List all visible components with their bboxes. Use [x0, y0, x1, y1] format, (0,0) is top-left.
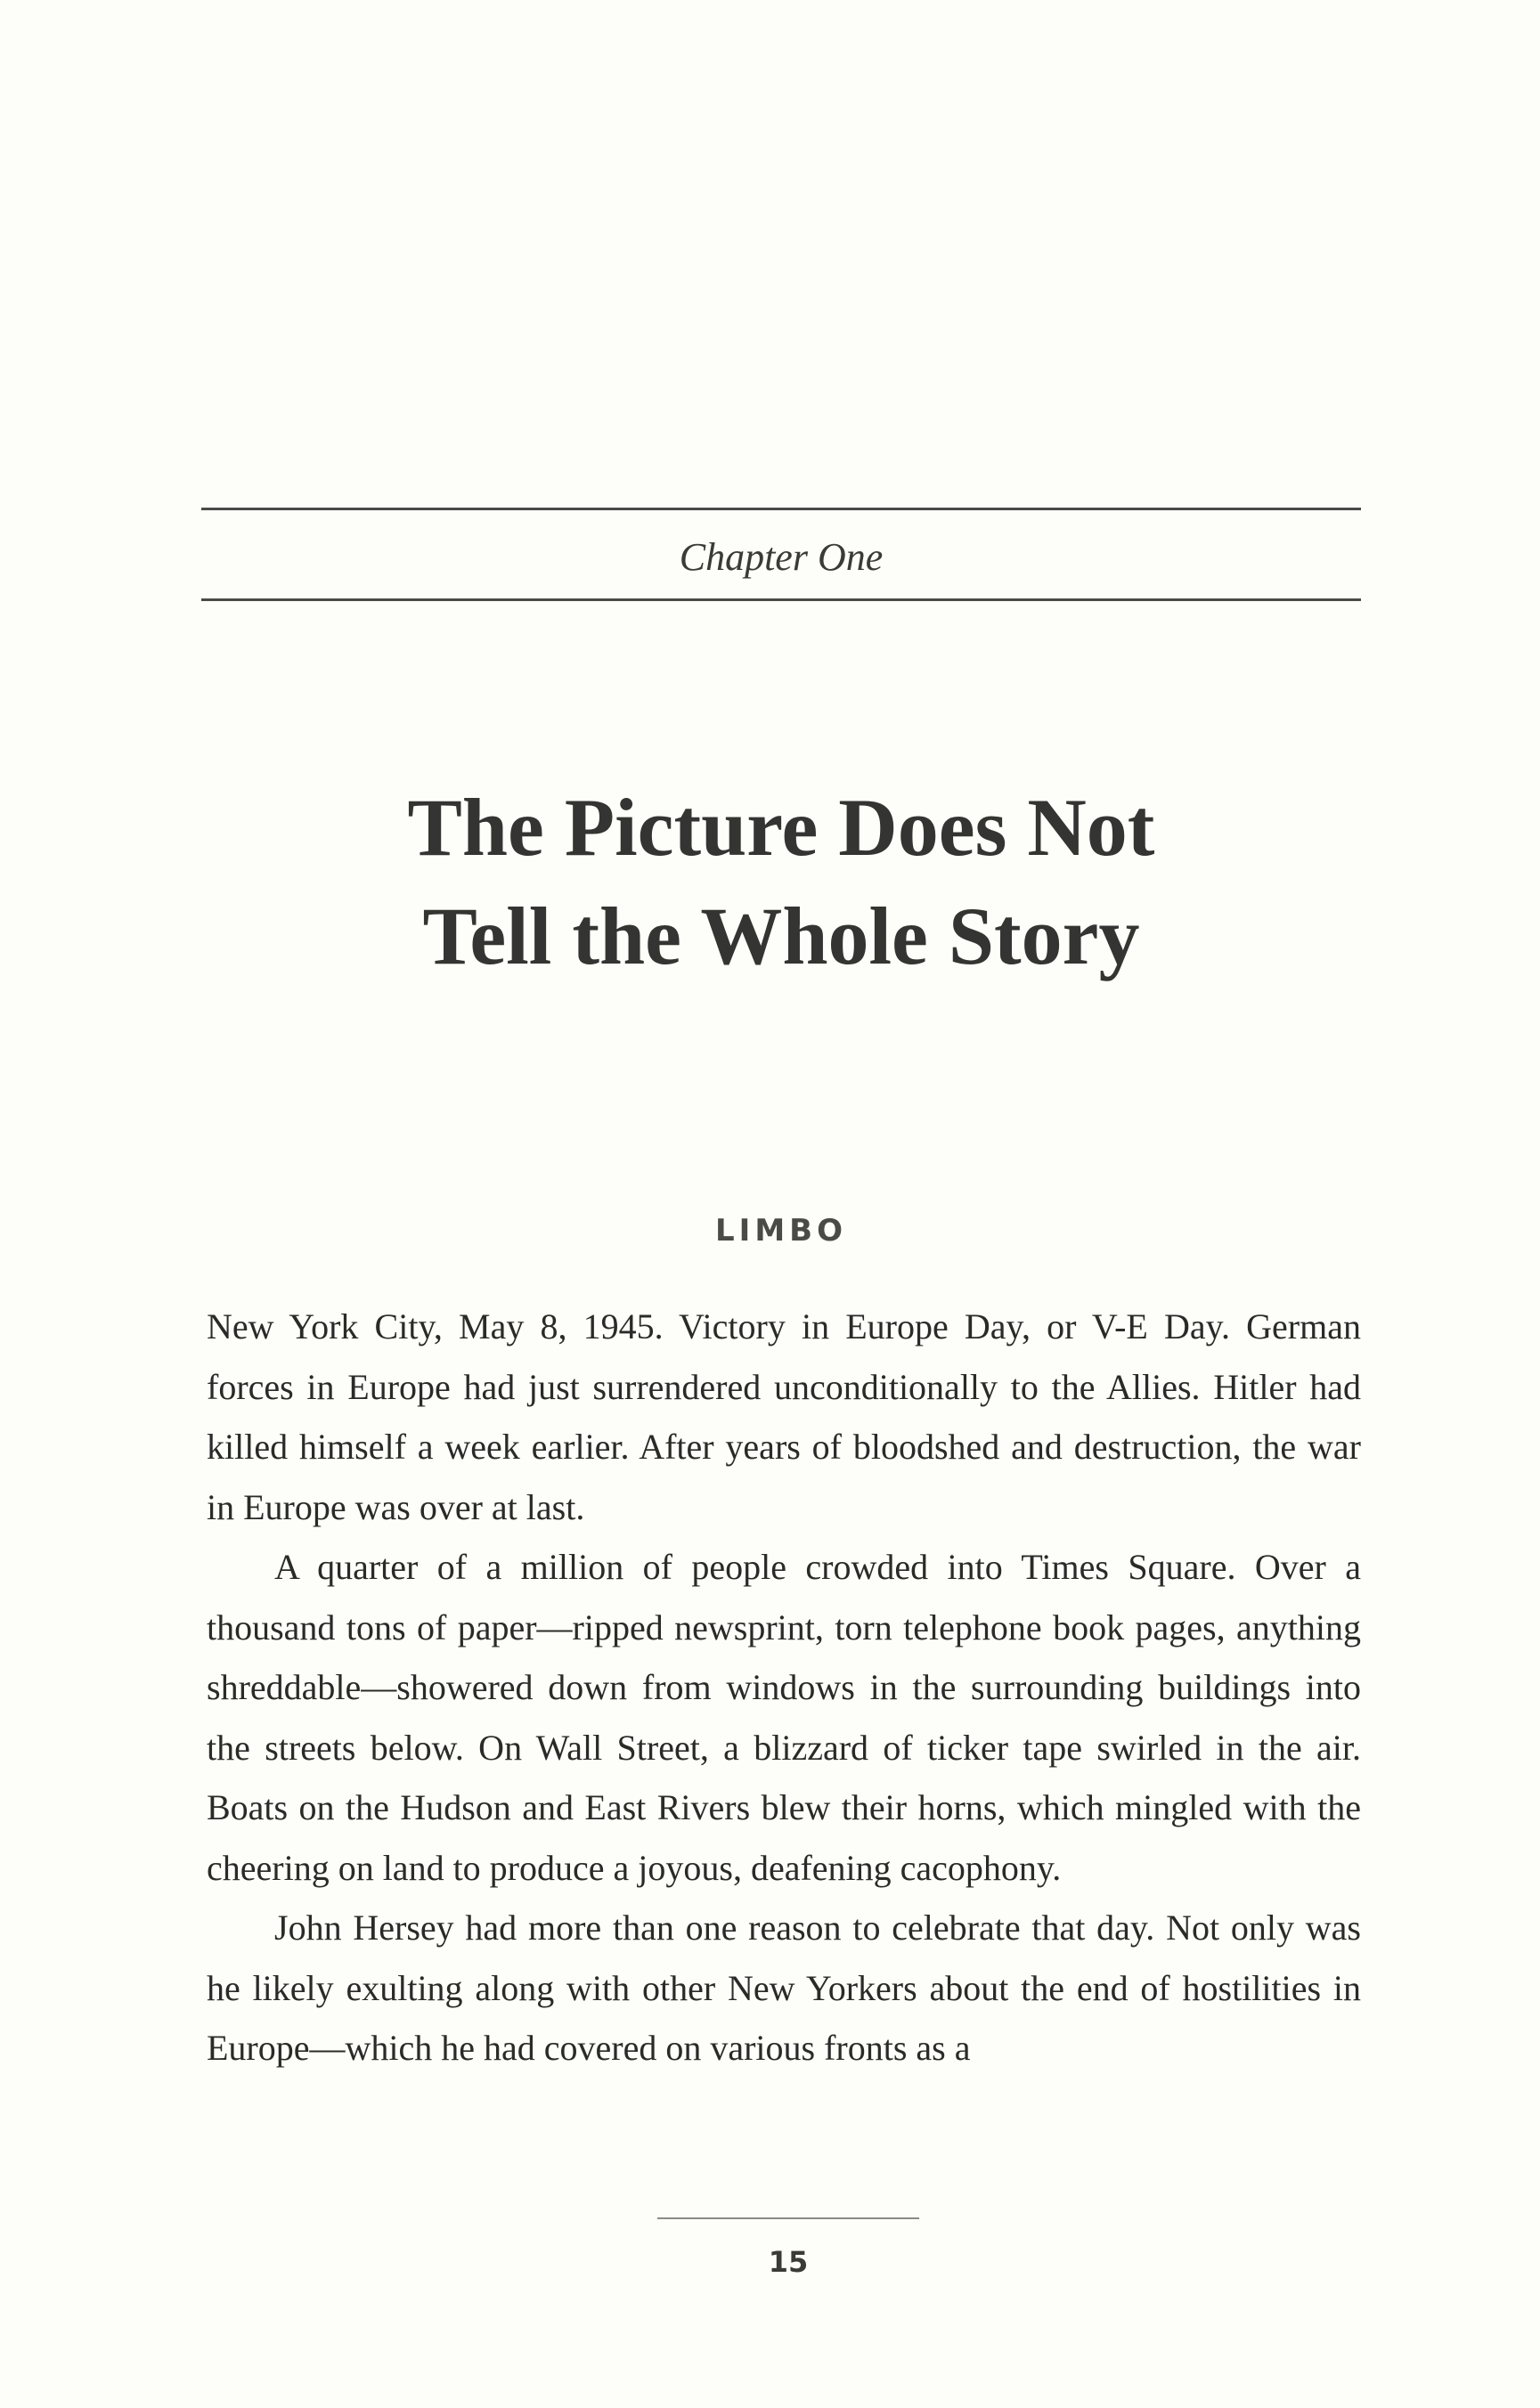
paragraph: New York City, May 8, 1945. Victory in Europe Day, or V-E Day. German forces in Europe had just surrendered unconditionally to the Allies. Hitler had killed himself a week earlier. After years of bloodshed and destruction, the war in Europe was over at last. [207, 1306, 1361, 1527]
paragraph: A quarter of a million of people crowded into Times Square. Over a thousand tons of paper—ripped newsprint, torn telephone book pages, anything shreddable—showered down from windows in the surrounding buildings into the streets below. On Wall Street, a blizzard of ticker tape swirled in the air. Boats on the Hudson and East Rivers blew their horns, which mingled with the cheering on land to produce a joyous, deafening cacophony. [207, 1547, 1361, 1888]
chapter-top-rule [201, 508, 1361, 510]
section-heading: LIMBO [715, 1213, 847, 1249]
body-text [207, 1297, 1361, 2079]
footer-rule [657, 2217, 919, 2219]
chapter-title-line-2: Tell the Whole Story [422, 891, 1140, 981]
chapter-label: Chapter One [679, 535, 884, 579]
paragraph: John Hersey had more than one reason to celebrate that day. Not only was he likely exulting along with other New Yorkers about the end of hostilities in Europe—which he had covered on various fronts as a [207, 1908, 1361, 2068]
page-number: 15 [768, 2245, 809, 2279]
chapter-bottom-rule [201, 598, 1361, 601]
chapter-title-line-1: The Picture Does Not [407, 782, 1155, 873]
chapter-title [201, 773, 1361, 990]
